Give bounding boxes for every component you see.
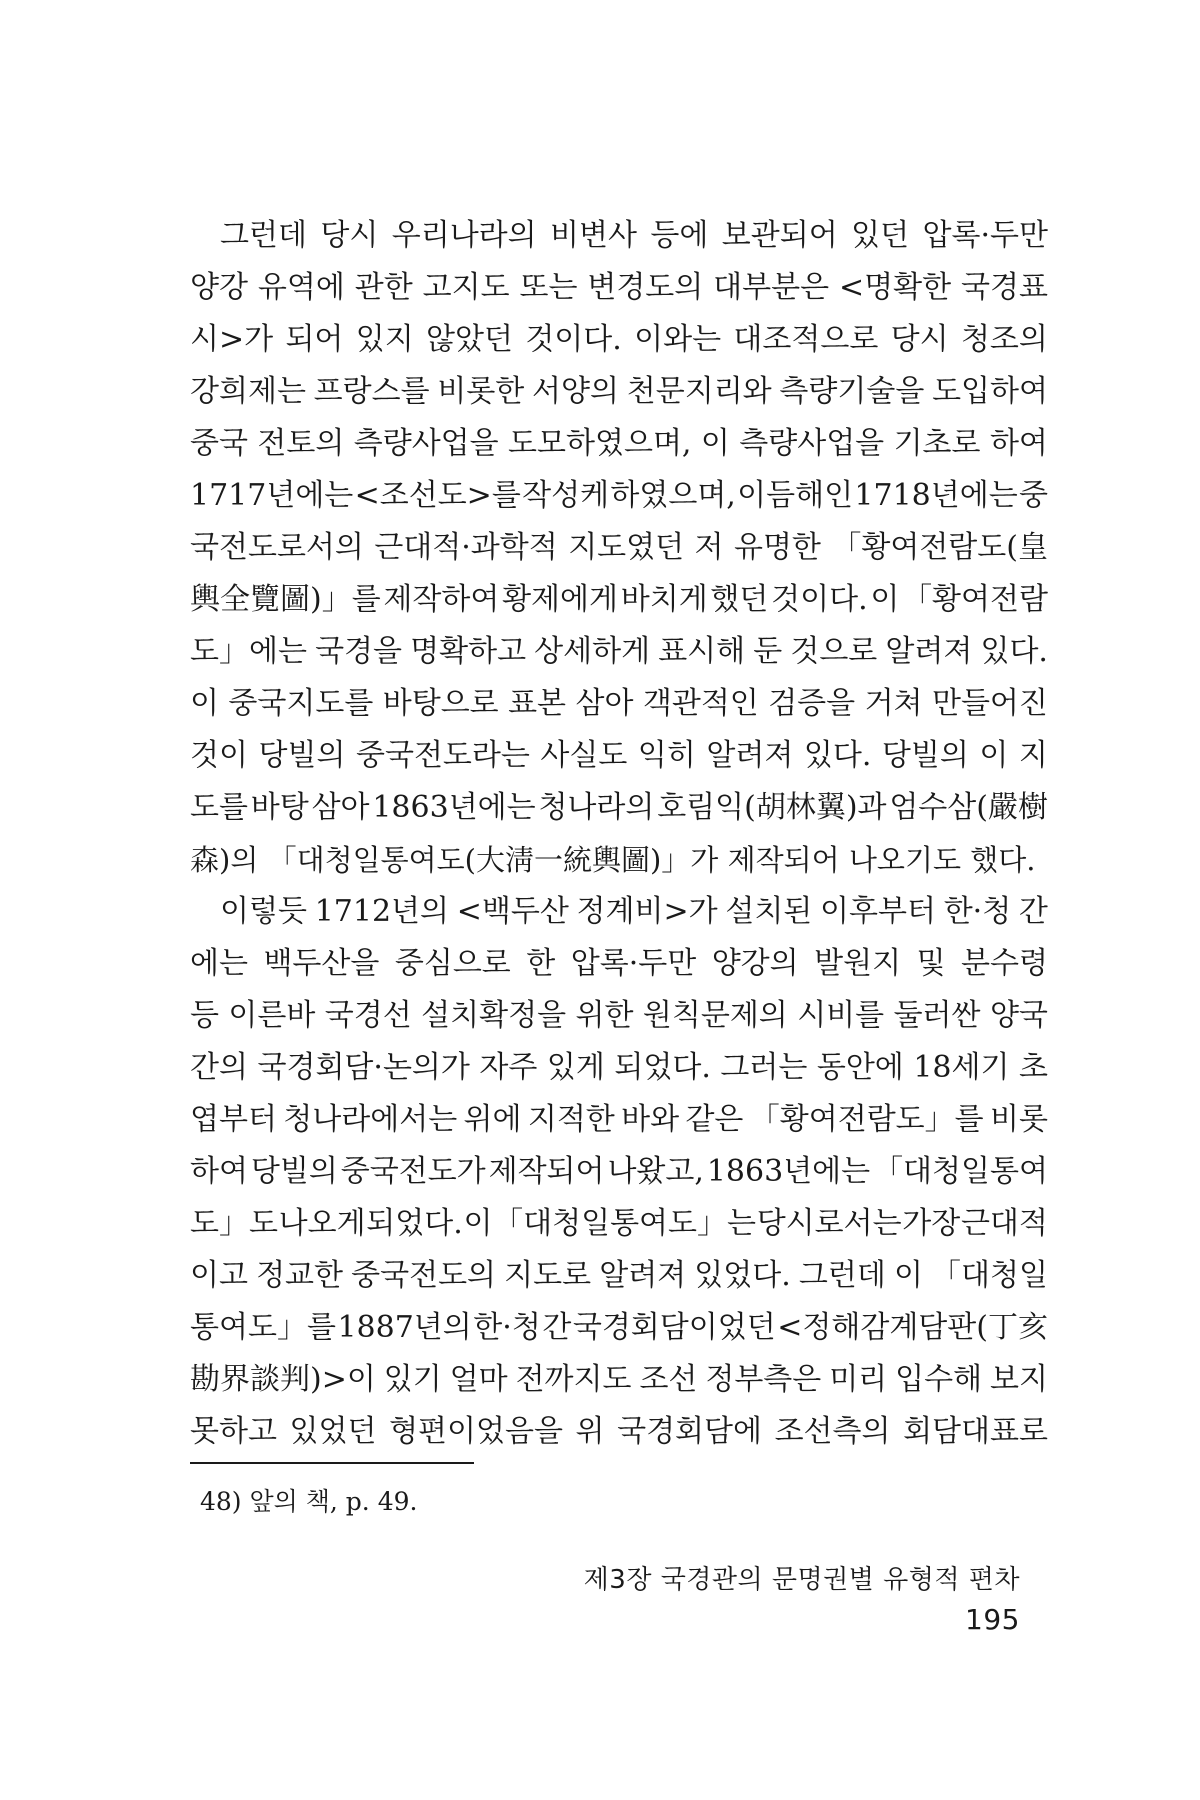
word: 보관되어 <box>721 218 838 253</box>
word: 輿全覽圖)」를 <box>190 582 381 617</box>
word: 중국전도가 <box>340 1154 486 1189</box>
word: 에는 <box>190 946 248 981</box>
word: 간 <box>542 1310 572 1345</box>
word: 프랑스를 <box>313 374 430 409</box>
word: 도」에는 <box>190 634 307 669</box>
text-line <box>190 938 1048 990</box>
word: 사실도 <box>540 738 628 773</box>
word: 제작되어 <box>727 843 840 877</box>
word: 백두산을 <box>263 946 380 981</box>
word: 한·청 <box>473 1310 541 1345</box>
word: 국경회담이었던 <box>572 1310 776 1345</box>
text-line <box>190 574 1048 626</box>
word: 도」도 <box>190 1206 278 1241</box>
word: 전토의 <box>257 426 345 461</box>
word: 비롯한 <box>437 374 525 409</box>
word: 국경표 <box>960 270 1048 305</box>
word: 간 <box>1018 894 1048 929</box>
footnote-divider <box>190 1462 474 1464</box>
word: 천문지리와 <box>626 374 772 409</box>
word: 勘界談判)>이 <box>190 1362 376 1397</box>
word: 있다. <box>980 634 1048 669</box>
word: 중국전도의 <box>351 1258 497 1293</box>
word: 제작하여 <box>383 582 500 617</box>
word: 1718년에는 <box>854 478 1018 513</box>
word: 있게 <box>546 1050 605 1085</box>
word: 서양의 <box>532 374 619 409</box>
word: 상세하게 <box>534 634 651 669</box>
word: 지적한 <box>527 1102 615 1137</box>
word: 엽부터 <box>190 1102 277 1137</box>
word: 1712년의 <box>314 894 449 929</box>
word: 삼아 <box>575 686 634 721</box>
word: 그런데 <box>190 218 307 253</box>
word: 1863년에는 <box>706 1154 871 1189</box>
word: 당빌의 <box>881 738 969 773</box>
word: 익히 <box>637 738 696 773</box>
word: 양국 <box>989 998 1048 1033</box>
word: 지도였던 <box>568 530 685 565</box>
paragraph-2 <box>190 886 1048 1458</box>
text-line <box>190 1302 1048 1354</box>
word: 하였으며, <box>610 478 736 513</box>
word: 정교한 <box>256 1258 344 1293</box>
word: 간의 <box>190 1050 248 1085</box>
word: 양강의 <box>711 946 799 981</box>
word: 도를 <box>190 790 248 825</box>
word: 대부분은 <box>713 270 830 305</box>
text-line <box>190 314 1048 366</box>
word: 그런데 <box>798 1258 886 1293</box>
word: 한·청 <box>943 894 1012 929</box>
word: 지도로 <box>504 1258 592 1293</box>
word: 「대청일 <box>931 1258 1048 1293</box>
word: <백두산 <box>456 894 569 929</box>
word: 1887년의 <box>337 1310 472 1345</box>
word: 않았던 <box>426 322 513 357</box>
word: 회담대표로 <box>903 1414 1048 1449</box>
word: 「황여전람도(皇 <box>831 530 1048 565</box>
word: 분수령 <box>961 946 1048 981</box>
text-line <box>190 990 1048 1042</box>
word: 동안에 <box>816 1050 904 1085</box>
word: 있다. <box>803 738 872 773</box>
text-line <box>190 782 1048 834</box>
word: 1863년에는 <box>372 790 536 825</box>
word: 유명한 <box>733 530 821 565</box>
word: 도입하여 <box>932 374 1048 409</box>
word: 되어 <box>285 322 344 357</box>
word: 형편이었음을 <box>389 1414 563 1449</box>
chapter-title: 제3장 국경관의 문명권별 유형적 편차 <box>583 1565 1020 1595</box>
word: 둘러싼 <box>893 998 981 1033</box>
text-line <box>190 418 1048 470</box>
text-line <box>190 1146 1048 1198</box>
word: 이 <box>893 1258 923 1293</box>
word: 근대적 <box>960 1206 1048 1241</box>
word: 통여도」를 <box>190 1310 336 1345</box>
word: 당시 <box>890 322 949 357</box>
word: 변경도의 <box>587 270 704 305</box>
word: 얼마 <box>449 1362 508 1397</box>
word: 등 <box>190 998 219 1033</box>
word: 바치게 <box>620 582 708 617</box>
word: 측량사업을 <box>353 426 499 461</box>
text-line <box>190 262 1048 314</box>
word: 당시로서는 <box>756 1206 902 1241</box>
word: 초 <box>1018 1050 1048 1085</box>
word: 황제에게 <box>502 582 618 617</box>
word: 우리나라의 <box>391 218 537 253</box>
word: 청나라에서는 <box>283 1102 458 1137</box>
text-line <box>190 626 1048 678</box>
word: 양강 <box>190 270 248 305</box>
word: 국경선 <box>324 998 412 1033</box>
word: 1717년에는 <box>190 478 354 513</box>
text-line <box>190 522 1048 574</box>
word: 위 <box>575 1414 605 1449</box>
word: 것이다. <box>525 322 622 357</box>
word: 설치확정을 <box>421 998 567 1033</box>
word: 나오게 <box>278 1206 366 1241</box>
word: 시비를 <box>797 998 885 1033</box>
text-line <box>190 678 1048 730</box>
word: 이 <box>979 738 1009 773</box>
word: 시>가 <box>190 322 274 357</box>
word: 한 <box>526 946 556 981</box>
word: 이듬해인 <box>737 478 854 513</box>
word: 둔 <box>753 634 783 669</box>
word: 것이다. <box>771 582 868 617</box>
word: 되었다. <box>366 1206 463 1241</box>
text-line <box>190 1406 1048 1458</box>
word: 명확하고 <box>410 634 527 669</box>
word: 청나라의 <box>538 790 655 825</box>
word: 정계비>가 <box>576 894 718 929</box>
word: 대조적으로 <box>733 322 879 357</box>
word: 국경회담·논의가 <box>257 1050 470 1085</box>
word: 이고 <box>190 1258 248 1293</box>
word: 저 <box>694 530 724 565</box>
word: 측량기술을 <box>779 374 925 409</box>
word: 「대청일통여도」는 <box>493 1206 757 1241</box>
word: 국경회담에 <box>617 1414 762 1449</box>
word: 또는 <box>519 270 578 305</box>
word: 등에 <box>650 218 709 253</box>
text-line <box>190 1094 1048 1146</box>
word: 작성케 <box>522 478 610 513</box>
word: 발원지 <box>814 946 902 981</box>
text-line <box>190 1198 1048 1250</box>
word: 하여 <box>190 1154 248 1189</box>
text-line <box>190 366 1048 418</box>
word: 만들어진 <box>931 686 1048 721</box>
word: 이후부터 <box>820 894 936 929</box>
word: 위한 <box>575 998 634 1033</box>
word: 못하고 <box>190 1414 277 1449</box>
word: <조선도>를 <box>354 478 521 513</box>
word: 있기 <box>383 1362 442 1397</box>
word: 압록·두만 <box>570 946 697 981</box>
word: 거쳐 <box>864 686 923 721</box>
word: 것이 <box>190 738 248 773</box>
word: 검증을 <box>768 686 856 721</box>
body-text <box>190 210 1048 1458</box>
text-line <box>190 730 1048 782</box>
word: 나오기도 <box>848 843 961 877</box>
word: 객관적인 <box>642 686 759 721</box>
word: 근대적·과학적 <box>374 530 558 565</box>
word: 되었다. <box>614 1050 711 1085</box>
word: 청조의 <box>960 322 1048 357</box>
word: 있던 <box>851 218 910 253</box>
running-footer <box>550 1560 1020 1641</box>
text-line <box>190 1042 1048 1094</box>
word: 이렇듯 <box>190 894 307 929</box>
word: <명확한 <box>839 270 952 305</box>
word: 「황여전람도」를 <box>749 1102 984 1137</box>
word: 입수해 <box>895 1362 983 1397</box>
text-line <box>190 210 1048 262</box>
word: 이 <box>190 686 219 721</box>
word: 바와 <box>621 1102 680 1137</box>
word: 이 <box>700 426 730 461</box>
word: 관한 <box>354 270 413 305</box>
word: 중 <box>1019 478 1048 513</box>
word: 표본 <box>508 686 567 721</box>
word: 기초로 <box>893 426 981 461</box>
word: 비롯 <box>990 1102 1048 1137</box>
word: 이 <box>870 582 900 617</box>
word: 엄수삼(嚴樹 <box>889 790 1048 825</box>
word: 삼아 <box>311 790 370 825</box>
word: 이와는 <box>634 322 722 357</box>
word: 「황여전람 <box>902 582 1048 617</box>
text-line <box>190 470 1048 522</box>
word: 위에 <box>463 1102 522 1137</box>
word: 표시해 <box>658 634 746 669</box>
word: 18세기 <box>913 1050 1010 1085</box>
word: 「대청일통여도(大淸一統輿圖)」가 <box>267 843 719 877</box>
word: 중심으로 <box>394 946 511 981</box>
word: 바탕 <box>250 790 309 825</box>
word: 비변사 <box>550 218 637 253</box>
word: 그러는 <box>720 1050 808 1085</box>
word: 지 <box>1018 738 1048 773</box>
page-number: 195 <box>965 1603 1020 1636</box>
text-line <box>190 834 1048 886</box>
word: 자주 <box>479 1050 538 1085</box>
word: 이른바 <box>228 998 316 1033</box>
word: 있었던 <box>289 1414 377 1449</box>
word: 알려져 <box>599 1258 687 1293</box>
word: 당빌의 <box>258 738 346 773</box>
word: 森)의 <box>190 843 259 877</box>
word: 설치된 <box>725 894 813 929</box>
text-line <box>190 1354 1048 1406</box>
word: 「대청일통여 <box>873 1154 1048 1189</box>
word: 이 <box>463 1206 493 1241</box>
word: 강희제는 <box>190 374 306 409</box>
word: 호림익(胡林翼)과 <box>657 790 887 825</box>
word: 같은 <box>685 1102 744 1137</box>
word: 정부측은 <box>705 1362 822 1397</box>
word: 알려져 <box>706 738 794 773</box>
text-line <box>190 886 1048 938</box>
word: 조선 <box>639 1362 698 1397</box>
word: 당시 <box>320 218 379 253</box>
word: 나왔고, <box>607 1154 704 1189</box>
word: 당빌의 <box>250 1154 338 1189</box>
word: 원칙문제의 <box>642 998 788 1033</box>
word: 했다. <box>970 843 1036 877</box>
footnote: 48) 앞의 책, p. 49. <box>200 1487 418 1516</box>
word: 했던 <box>710 582 769 617</box>
word: 측량사업을 <box>739 426 885 461</box>
word: 중국전도라는 <box>355 738 530 773</box>
word: 미리 <box>829 1362 888 1397</box>
word: 있지 <box>355 322 414 357</box>
word: <정해감계담판(丁亥 <box>777 1310 1048 1345</box>
word: 전까지도 <box>515 1362 632 1397</box>
word: 압록·두만 <box>922 218 1048 253</box>
word: 조선측의 <box>774 1414 891 1449</box>
word: 것으로 <box>790 634 878 669</box>
word: 제작되어 <box>488 1154 605 1189</box>
word: 바탕으로 <box>382 686 499 721</box>
word: 도모하였으며, <box>508 426 692 461</box>
paragraph-1 <box>190 210 1048 886</box>
word: 알려져 <box>885 634 973 669</box>
word: 가장 <box>902 1206 961 1241</box>
word: 중국 <box>190 426 248 461</box>
word: 중국지도를 <box>228 686 374 721</box>
word: 및 <box>916 946 946 981</box>
word: 보지 <box>990 1362 1048 1397</box>
word: 유역에 <box>257 270 345 305</box>
word: 고지도 <box>422 270 510 305</box>
word: 하여 <box>989 426 1048 461</box>
word: 국전도로서의 <box>190 530 364 565</box>
text-line <box>190 1250 1048 1302</box>
word: 있었다. <box>694 1258 791 1293</box>
word: 국경을 <box>315 634 403 669</box>
